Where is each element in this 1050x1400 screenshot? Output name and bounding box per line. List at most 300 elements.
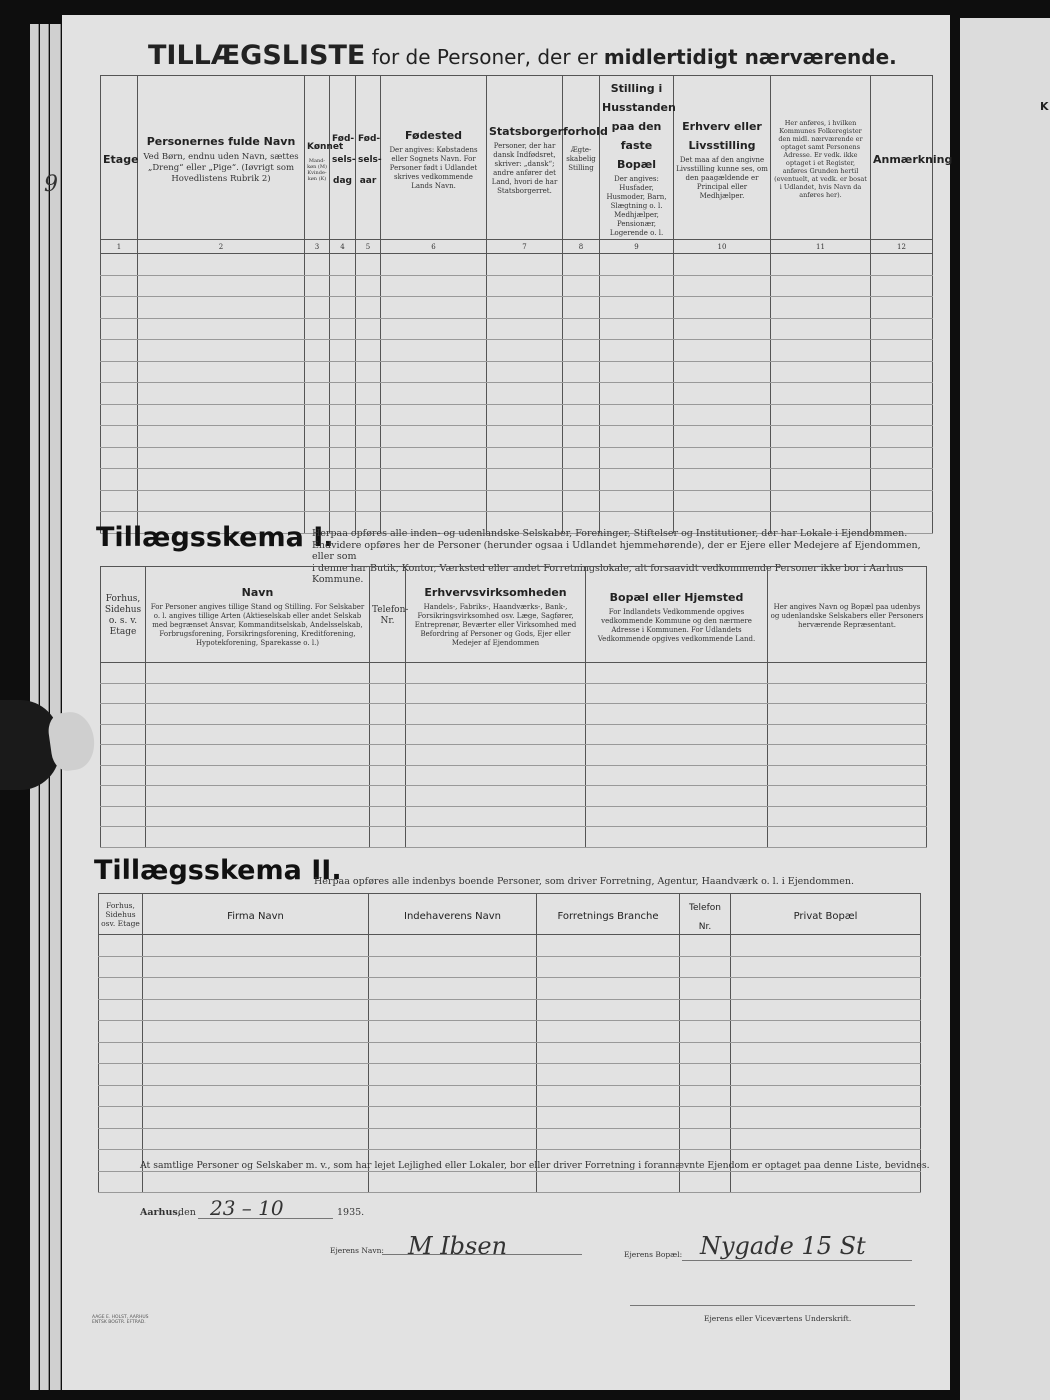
col-adresse: Her anføres, i hvilken Kommunes Folkeregister den midl. nærværende er optaget samt Personens Adresse. Er vedk. ikke optaget i et Register, anføres Grunden hertil (eventuelt, at vedk. er bosat i Udlandet, hvis Navn da anføres her). [771,76,871,240]
main-table-cell [771,490,871,512]
skema2-cell [143,1021,369,1043]
s2-col-indehaver: Indehaverens Navn [369,894,537,935]
skema2-cell [680,935,731,957]
skema2-cell [680,956,731,978]
main-table-cell [356,318,381,340]
main-table-cell [381,275,487,297]
year-label: 1935. [337,1207,365,1218]
main-table-cell [305,340,330,362]
main-table-cell [305,361,330,383]
skema1-row [101,745,927,766]
skema2-cell [99,935,143,957]
s1-col-erhverv: Erhvervsvirksomheden Handels-, Fabriks-, Haandværks-, Bank-, Forsikringsvirksomhed osv. Læge, Sagfører, Entreprenør, Beværter eller Virksomhed med Befordring af Personer og Gods, Ejer eller Medejer af Ejendommen [406,567,586,663]
main-table-cell [487,361,563,383]
skema2-cell [369,935,537,957]
main-table-cell [871,469,933,491]
skema1-cell [406,704,586,725]
s2-col-firma: Firma Navn [143,894,369,935]
main-table-cell [771,318,871,340]
skema1-cell [146,683,370,704]
owner-name-handwritten: M Ibsen [408,1232,508,1260]
main-table-cell [600,361,674,383]
skema2-row [99,1085,921,1107]
col-stilling: Stilling i Husstanden paa den faste Bopæl Der angives: Husfader, Husmoder, Barn, Slægtning o. l. Medhjælper, Pensionær, Logerende o. l. [600,76,674,240]
main-header-row [101,76,933,240]
skema1-cell [101,786,146,807]
main-table-cell [330,275,356,297]
skema1-cell [370,724,406,745]
skema1-row [101,724,927,745]
main-table-cell [674,383,771,405]
skema2-cell [680,1085,731,1107]
skema2-cell [99,1064,143,1086]
main-table-cell [563,254,600,276]
attestation-statement: At samtlige Personer og Selskaber m. v., som har lejet Lejlighed eller Lokaler, bor eller driver Forretning i forannævnte Ejendom er optaget paa denne Liste, bevidnes. [140,1160,930,1171]
page-edge-3 [50,24,61,1390]
skema2-row [99,935,921,957]
main-table-cell [305,404,330,426]
skema2-cell [680,1021,731,1043]
skema1-cell [586,786,768,807]
skema2-row [99,956,921,978]
main-table-cell [356,361,381,383]
col-fodested: Fødested Der angives: Købstadens eller Sognets Navn. For Personer født i Udlandet skrives vedkommende Lands Navn. [381,76,487,240]
main-table-cell [771,426,871,448]
skema2-row [99,1021,921,1043]
main-table-cell [771,447,871,469]
owner-name-label: Ejerens Navn: [330,1246,384,1255]
main-table-cell [330,361,356,383]
skema2-row [99,1128,921,1150]
skema1-cell [586,806,768,827]
main-table-cell [305,254,330,276]
skema2-cell [369,1107,537,1129]
skema2-row [99,1171,921,1193]
main-table-cell [563,383,600,405]
skema2-cell [537,978,680,1000]
main-table-cell [563,297,600,319]
main-table-cell [138,340,305,362]
skema2-cell [99,999,143,1021]
skema1-row [101,663,927,684]
main-table-cell [330,447,356,469]
main-table-row [101,490,933,512]
skema2-cell [143,956,369,978]
main-table-cell [330,254,356,276]
skema2-cell [731,956,921,978]
skema1-cell [406,663,586,684]
main-table-row [101,340,933,362]
skema2-cell [143,999,369,1021]
main-table-cell [563,490,600,512]
main-table-cell [330,297,356,319]
skema2-cell [143,1171,369,1193]
main-table-row [101,469,933,491]
main-table-cell [305,426,330,448]
main-table-cell [871,361,933,383]
skema2-cell [680,978,731,1000]
skema1-cell [768,724,927,745]
skema2-cell [731,1021,921,1043]
skema1-cell [768,663,927,684]
main-table-cell [330,469,356,491]
skema2-cell [537,1042,680,1064]
main-table-cell [138,254,305,276]
date-handwritten: 23 – 10 [210,1196,284,1220]
main-table-cell [101,447,138,469]
main-table-cell [487,490,563,512]
main-table-cell [871,426,933,448]
signature-label: Ejerens eller Viceværtens Underskrift. [704,1314,852,1323]
skema2-description: Herpaa opføres alle indenbys boende Personer, som driver Forretning, Agentur, Haandværk o. l. i Ejendommen. [314,876,854,887]
skema2-cell [537,1107,680,1129]
main-table-cell [138,447,305,469]
main-title-text: for de Personer, der er [365,45,604,69]
main-table-cell [305,469,330,491]
main-table-cell [101,254,138,276]
skema2-cell [99,1171,143,1193]
main-table-cell [600,254,674,276]
main-table-cell [356,297,381,319]
skema1-cell [586,827,768,848]
skema1-cell [370,827,406,848]
skema1-cell [768,745,927,766]
skema1-cell [768,806,927,827]
main-table-row [101,447,933,469]
main-table-cell [305,383,330,405]
skema1-row [101,765,927,786]
main-table-cell [600,383,674,405]
main-table-cell [487,340,563,362]
skema2-cell [143,1128,369,1150]
skema2-cell [369,1085,537,1107]
main-table-row [101,254,933,276]
main-table-cell [381,469,487,491]
skema1-cell [406,827,586,848]
main-table-row [101,426,933,448]
main-table-cell [305,297,330,319]
main-table-row [101,318,933,340]
skema1-cell [370,806,406,827]
main-table-cell [771,297,871,319]
s1-col-bopael: Bopæl eller Hjemsted For Indlandets Vedkommende opgives vedkommende Kommune og den nærmere Adresse i Kommunen. For Udlandets Vedkommende opgives vedkommende Land. [586,567,768,663]
skema2-cell [731,1042,921,1064]
main-table-cell [674,318,771,340]
skema1-cell [146,765,370,786]
main-table-cell [381,447,487,469]
skema1-cell [146,745,370,766]
skema2-row [99,1107,921,1129]
skema1-cell [146,704,370,725]
s2-col-etage: Forhus, Sidehus osv. Etage [99,894,143,935]
skema1-cell [768,827,927,848]
skema2-cell [143,978,369,1000]
skema1-cell [406,765,586,786]
skema1-table [100,566,927,848]
skema1-row [101,806,927,827]
skema2-cell [143,1107,369,1129]
skema1-cell [586,765,768,786]
main-table-cell [305,318,330,340]
main-table-cell [138,275,305,297]
skema2-header-row [99,894,921,935]
main-table-cell [356,490,381,512]
skema1-cell [406,806,586,827]
skema1-cell [101,765,146,786]
main-table-cell [871,340,933,362]
main-table-cell [674,361,771,383]
main-table-cell [138,404,305,426]
main-table-cell [356,404,381,426]
skema1-cell [101,683,146,704]
skema1-row [101,704,927,725]
main-table-cell [871,297,933,319]
skema2-cell [537,999,680,1021]
main-table-row [101,361,933,383]
col-navn: Personernes fulde Navn Ved Børn, endnu uden Navn, sættes „Dreng“ eller „Pige“. (Iøvrigt som Hovedlistens Rubrik 2) [138,76,305,240]
main-table-row [101,383,933,405]
skema2-cell [99,1150,143,1172]
main-table-cell [563,318,600,340]
main-table-cell [674,447,771,469]
place-label: Aarhus, [140,1207,182,1218]
main-table-cell [674,297,771,319]
skema1-cell [586,724,768,745]
main-table-cell [330,490,356,512]
skema1-cell [146,724,370,745]
printer-imprint: AAGE E. HOLST, AARHUS ENTSK BOGTR. EFTRAD. [92,1315,149,1325]
main-table-cell [487,297,563,319]
s2-col-bopael: Privat Bopæl [731,894,921,935]
main-title-bold: midlertidigt nærværende. [603,45,897,69]
skema1-cell [101,827,146,848]
skema2-cell [99,1128,143,1150]
main-table-cell [101,426,138,448]
main-table-cell [487,426,563,448]
skema2-cell [537,935,680,957]
main-table-cell [381,297,487,319]
main-table-cell [771,404,871,426]
skema2-cell [99,1107,143,1129]
main-table-cell [138,490,305,512]
main-table-cell [600,469,674,491]
main-table-cell [138,469,305,491]
main-table-cell [871,404,933,426]
skema2-cell [537,1021,680,1043]
main-table-cell [138,426,305,448]
main-table-cell [356,254,381,276]
main-table-cell [381,361,487,383]
skema1-cell [406,786,586,807]
skema2-cell [731,978,921,1000]
main-table-cell [600,297,674,319]
main-table-cell [600,447,674,469]
main-table-cell [771,361,871,383]
skema2-cell [731,1171,921,1193]
skema2-cell [731,1064,921,1086]
skema2-cell [680,999,731,1021]
col-konnet: Kønnet Mand-køn (M) Kvinde-køn (K) [305,76,330,240]
main-table-body [101,254,933,534]
main-number-row: 1 2 3 4 5 6 7 8 9 10 11 12 [101,240,933,254]
skema2-cell [369,1042,537,1064]
main-table-cell [563,447,600,469]
main-table-cell [674,426,771,448]
skema1-cell [586,745,768,766]
main-table-cell [101,361,138,383]
col-anmaerkning: Anmærkning [871,76,933,240]
skema1-cell [406,745,586,766]
skema2-cell [731,999,921,1021]
main-title [148,40,928,71]
main-table-cell [563,426,600,448]
main-table-cell [600,404,674,426]
main-table-cell [305,447,330,469]
main-table-cell [356,275,381,297]
col-etage: Etage [101,76,138,240]
skema1-cell [586,704,768,725]
main-table-cell [101,297,138,319]
main-register-table [100,75,953,534]
skema1-cell [768,683,927,704]
skema2-cell [537,1171,680,1193]
main-table-cell [381,490,487,512]
main-table-row [101,275,933,297]
skema2-cell [99,1085,143,1107]
skema1-row [101,827,927,848]
main-table-cell [674,254,771,276]
skema1-cell [101,663,146,684]
margin-mark: 9 [44,172,58,197]
main-table-cell [138,318,305,340]
skema2-cell [99,978,143,1000]
main-table-cell [563,469,600,491]
main-table-cell [305,275,330,297]
skema1-desc-line3: i denne har Butik, Kontor, Værksted eller andet Forretningslokale, alt forsaavidt vedkommende Personer ikke bor i Aarhus Kommune. [312,562,904,585]
skema1-cell [370,786,406,807]
main-table-cell [101,404,138,426]
main-table-cell [381,318,487,340]
s1-col-etage: Forhus, Sidehus o. s. v. Etage [101,567,146,663]
skema2-cell [99,1042,143,1064]
main-table-cell [771,340,871,362]
main-table-cell [674,404,771,426]
skema1-row [101,683,927,704]
main-table-cell [330,340,356,362]
skema2-cell [680,1107,731,1129]
skema2-title: Tillægsskema II. [94,855,342,886]
main-table-cell [563,340,600,362]
skema1-cell [586,683,768,704]
s1-col-telefon: Telefon-Nr. [370,567,406,663]
s2-col-branche: Forretnings Branche [537,894,680,935]
skema1-header-row [101,567,927,663]
skema1-cell [101,724,146,745]
skema2-cell [680,1064,731,1086]
main-table-cell [487,383,563,405]
skema1-cell [370,683,406,704]
col-fodselsaar: Fød-sels-aar [356,76,381,240]
skema1-cell [146,806,370,827]
skema1-cell [370,663,406,684]
main-table-cell [487,275,563,297]
skema1-cell [101,745,146,766]
main-table-cell [871,490,933,512]
skema2-cell [537,956,680,978]
skema1-cell [146,663,370,684]
skema2-cell [369,1171,537,1193]
main-table-cell [305,490,330,512]
skema1-cell [586,663,768,684]
main-table-cell [487,447,563,469]
main-table-cell [674,340,771,362]
main-table-cell [381,254,487,276]
main-table-cell [356,340,381,362]
main-table-cell [563,361,600,383]
main-table-cell [871,318,933,340]
skema1-cell [146,827,370,848]
skema2-cell [369,978,537,1000]
skema2-cell [731,1107,921,1129]
skema2-cell [680,1171,731,1193]
skema1-body [101,663,927,848]
skema1-cell [101,806,146,827]
main-table-cell [330,383,356,405]
main-table-cell [674,469,771,491]
s1-col-navn: Navn For Personer angives tillige Stand og Stilling. For Selskaber o. l. angives tillige Arten (Aktieselskab eller andet Selskab med begrænset Ansvar, Kommanditselskab, Andelsselskab, Forbrugsforening, Forsikringsforening, Kreditforening, Hypotekforening, Sparekasse o. l.) [146,567,370,663]
col-aegteskabelig: Ægte-skabelig Stilling [563,76,600,240]
skema2-cell [537,1085,680,1107]
main-table-cell [330,318,356,340]
main-table-cell [101,490,138,512]
skema1-cell [370,704,406,725]
skema2-cell [731,935,921,957]
main-table-cell [138,361,305,383]
skema2-cell [537,1064,680,1086]
main-table-cell [771,254,871,276]
main-table-cell [600,318,674,340]
s1-col-repraesentant: Her angives Navn og Bopæl paa udenbys og udenlandske Selskabers eller Personers herværende Repræsentant. [768,567,927,663]
skema2-row [99,1042,921,1064]
main-table-cell [487,469,563,491]
main-table-cell [356,469,381,491]
skema1-cell [370,765,406,786]
skema1-cell [768,704,927,725]
skema2-cell [99,1021,143,1043]
main-table-cell [600,490,674,512]
main-table-cell [487,404,563,426]
main-table-cell [674,275,771,297]
skema1-cell [101,704,146,725]
main-table-row [101,297,933,319]
skema2-cell [369,999,537,1021]
skema1-desc-line1: Herpaa opføres alle inden- og udenlandske Selskaber, Foreninger, Stiftelser og Institutioner, der har Lokale i Ejendommen. [312,528,908,539]
s2-col-telefon: Telefon Nr. [680,894,731,935]
main-table-cell [563,404,600,426]
main-table-cell [381,383,487,405]
col-statsborger: Statsborgerforhold Personer, der har dansk Indfødsret, skriver: „dansk“; andre anfører det Land, hvori de har Statsborgerret. [487,76,563,240]
skema1-title: Tillægsskema I. [96,522,334,553]
main-table-cell [487,254,563,276]
owner-address-line [682,1260,912,1261]
skema2-cell [369,956,537,978]
signature-line [630,1305,915,1306]
skema1-cell [146,786,370,807]
main-table-cell [674,490,771,512]
skema2-cell [369,1128,537,1150]
skema2-table [98,893,921,1193]
main-table-cell [138,383,305,405]
